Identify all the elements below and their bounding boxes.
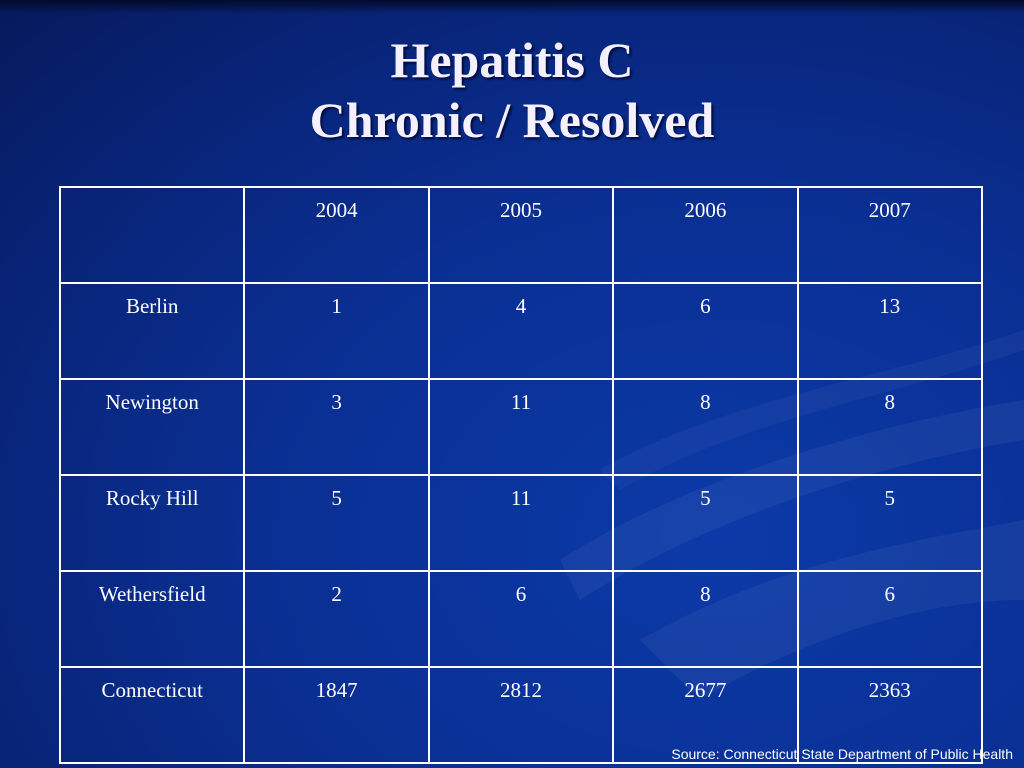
slide-title [0, 30, 1024, 150]
table-cell: 6 [429, 571, 613, 667]
table-cell: 5 [244, 475, 428, 571]
table-row [60, 379, 982, 475]
title-line-1: Hepatitis C [390, 32, 634, 88]
table-cell: 1847 [244, 667, 428, 763]
table-cell: 1 [244, 283, 428, 379]
table-cell: 3 [244, 379, 428, 475]
table-cell: 2 [244, 571, 428, 667]
top-dark-band [0, 0, 1024, 14]
table-row [60, 571, 982, 667]
table-cell: 13 [798, 283, 982, 379]
table-cell: 2677 [613, 667, 797, 763]
table-cell: 5 [613, 475, 797, 571]
title-line-2: Chronic / Resolved [309, 92, 715, 148]
table-cell: 6 [613, 283, 797, 379]
table-cell: 4 [429, 283, 613, 379]
table-cell: 11 [429, 379, 613, 475]
cases-table [59, 186, 983, 764]
year-header: 2006 [613, 187, 797, 283]
year-header: 2005 [429, 187, 613, 283]
header-row [60, 187, 982, 283]
table-row [60, 475, 982, 571]
row-label: Newington [60, 379, 244, 475]
table-cell: 11 [429, 475, 613, 571]
row-label: Berlin [60, 283, 244, 379]
table-cell: 8 [798, 379, 982, 475]
row-label: Connecticut [60, 667, 244, 763]
table-cell: 2812 [429, 667, 613, 763]
row-label: Wethersfield [60, 571, 244, 667]
table-cell: 5 [798, 475, 982, 571]
year-header: 2007 [798, 187, 982, 283]
table-cell: 2363 [798, 667, 982, 763]
corner-cell [60, 187, 244, 283]
table-cell: 8 [613, 379, 797, 475]
table-cell: 8 [613, 571, 797, 667]
row-label: Rocky Hill [60, 475, 244, 571]
table-cell: 6 [798, 571, 982, 667]
year-header: 2004 [244, 187, 428, 283]
table-row [60, 283, 982, 379]
source-note: Source: Connecticut State Department of Public Health [671, 746, 1013, 762]
